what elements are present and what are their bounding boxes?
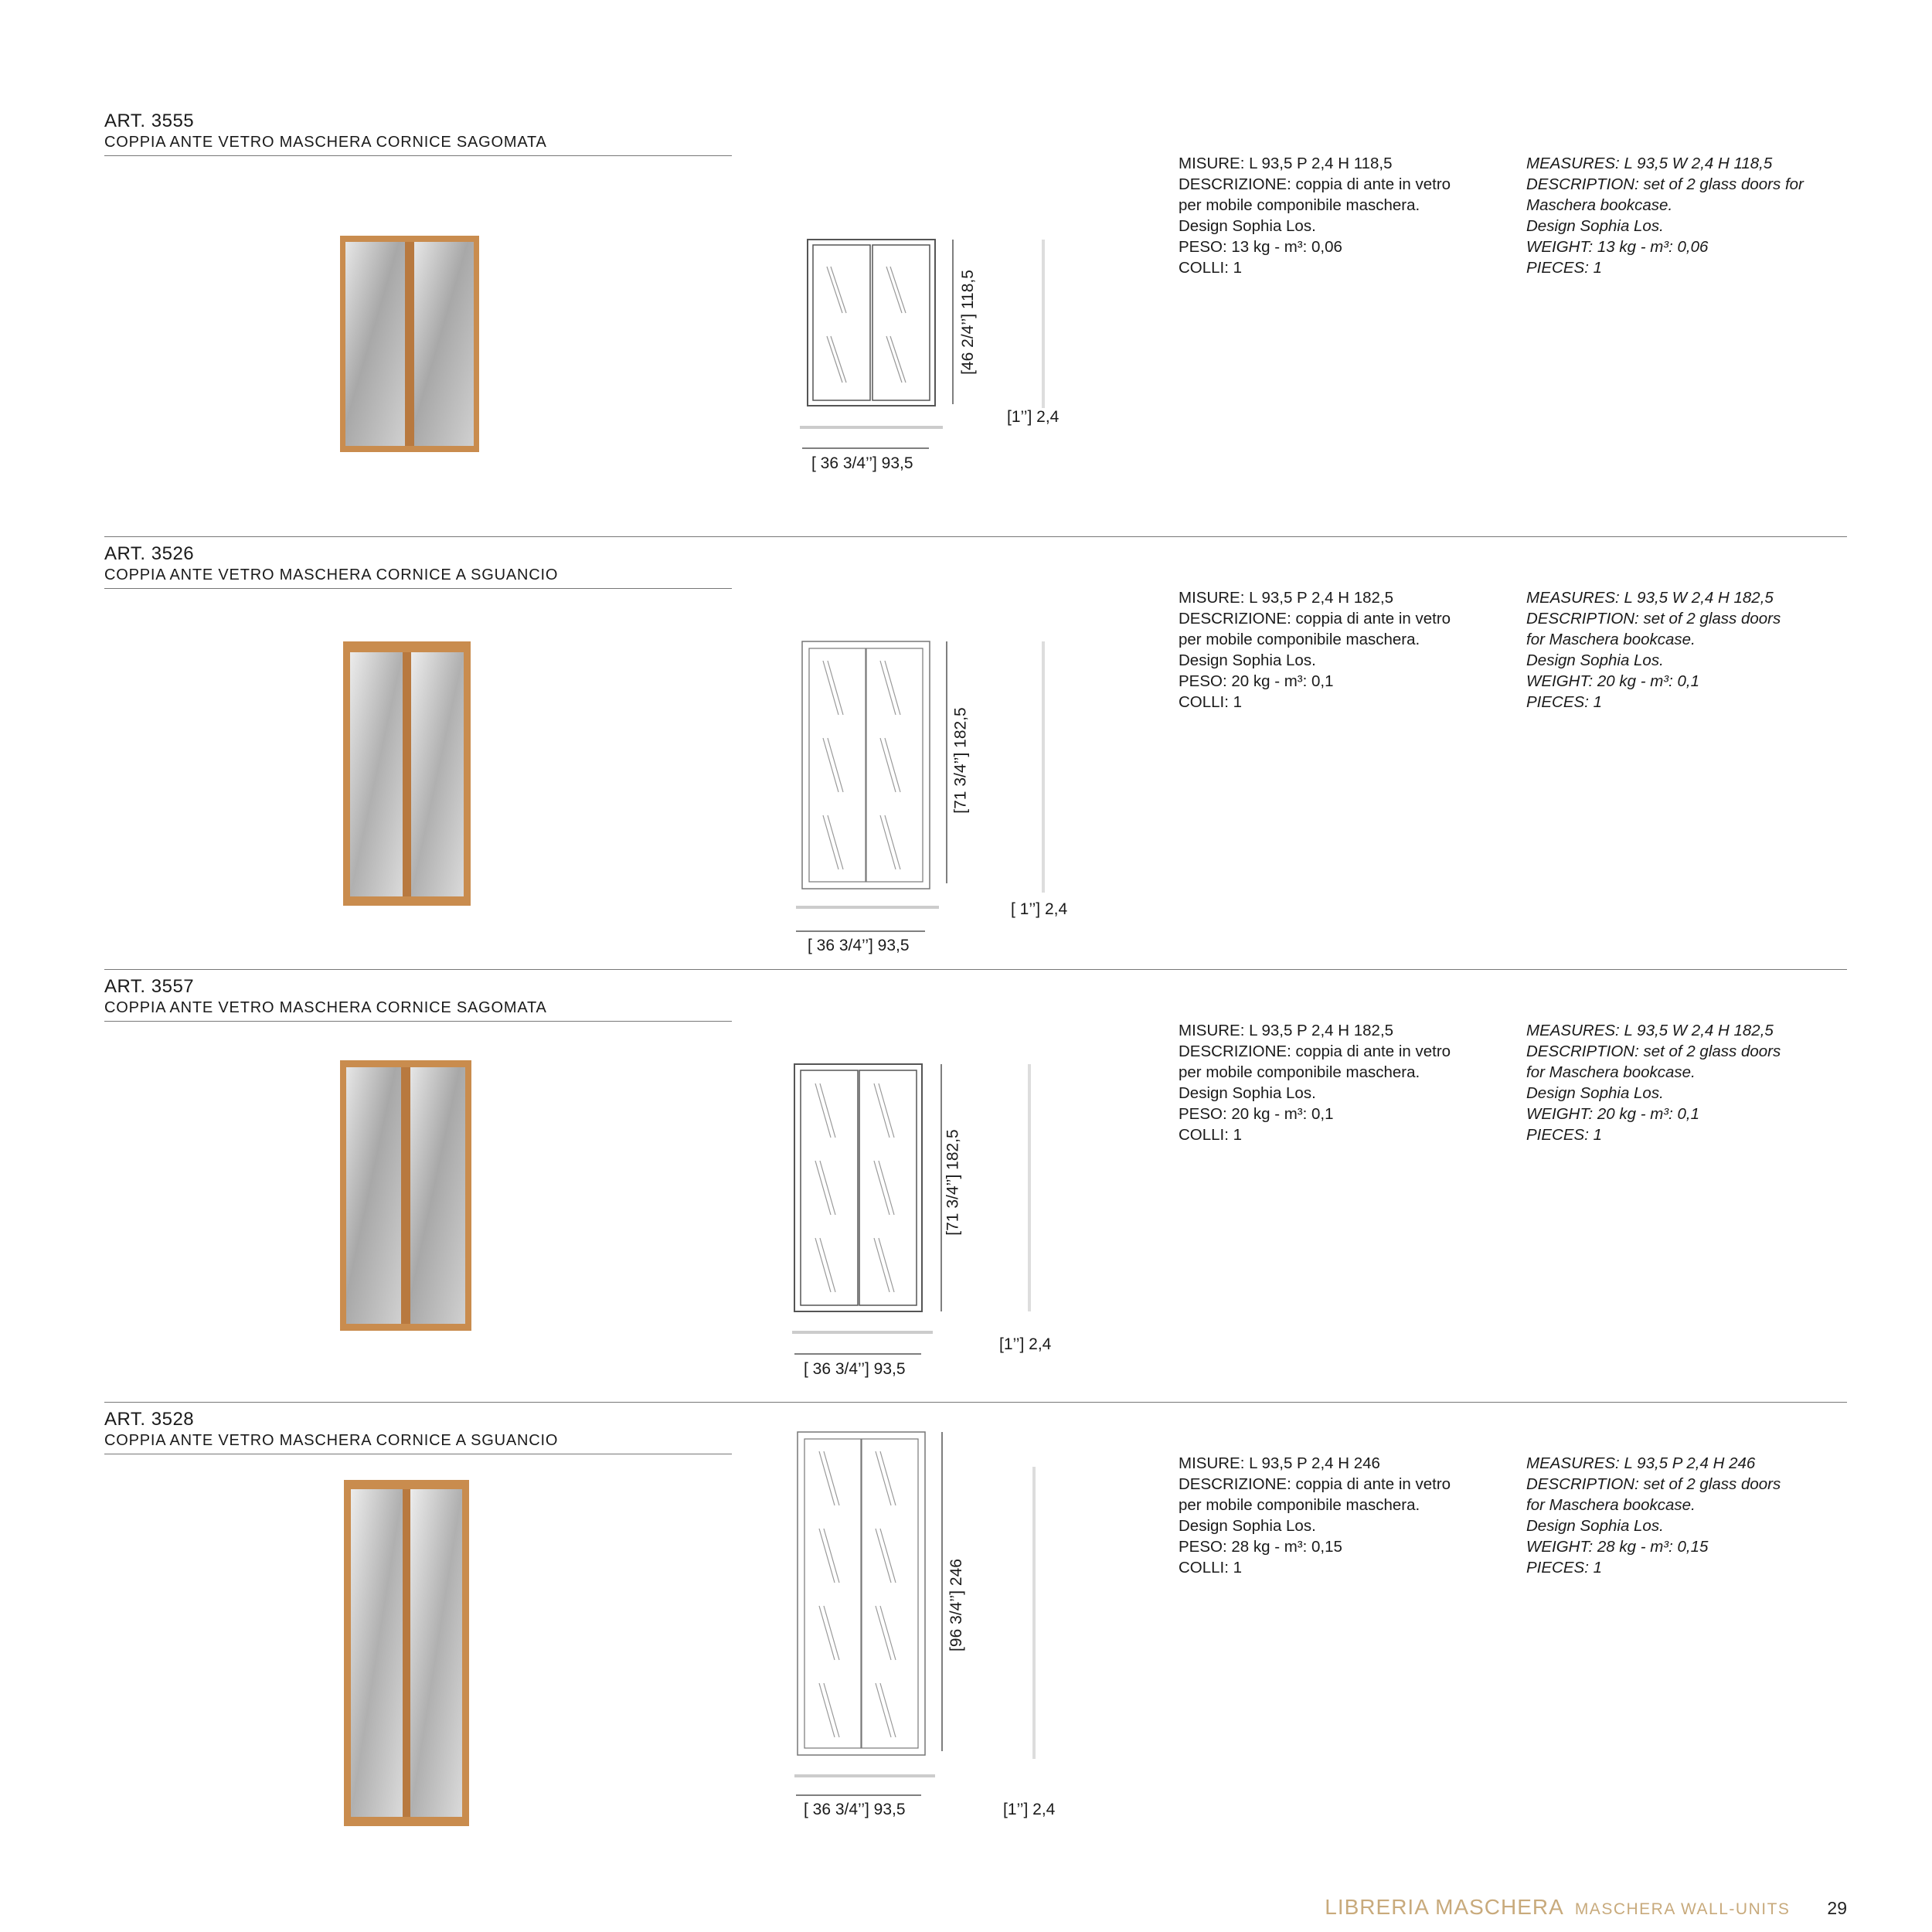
specs-italian — [1179, 587, 1451, 713]
spec-pieces: PIECES: 1 — [1526, 1559, 1602, 1577]
dimension-depth: [1’’] 2,4 — [1007, 408, 1060, 426]
door-photo — [344, 1480, 469, 1826]
spec-measures: MEASURES: L 93,5 W 2,4 H 118,5 — [1526, 155, 1773, 172]
spec-descrizione: DESCRIZIONE: coppia di ante in vetro — [1179, 1043, 1451, 1060]
spec-measures: MEASURES: L 93,5 P 2,4 H 246 — [1526, 1454, 1756, 1472]
dimension-height: [71 3/4’’] 182,5 — [951, 707, 970, 814]
spec-description: DESCRIPTION: set of 2 glass doors for — [1526, 175, 1804, 193]
spec-design: Design Sophia Los. — [1179, 1084, 1316, 1102]
spec-descrizione-cont: per mobile componibile maschera. — [1179, 1063, 1420, 1081]
spec-design: Design Sophia Los. — [1179, 1517, 1316, 1535]
spec-misure: MISURE: L 93,5 P 2,4 H 182,5 — [1179, 589, 1394, 607]
spec-peso: PESO: 28 kg - m³: 0,15 — [1179, 1538, 1342, 1556]
spec-design-en: Design Sophia Los. — [1526, 1084, 1664, 1102]
dimension-depth: [1’’] 2,4 — [1003, 1801, 1056, 1818]
spec-design: Design Sophia Los. — [1179, 651, 1316, 669]
article-underline — [104, 1021, 732, 1022]
spec-peso: PESO: 13 kg - m³: 0,06 — [1179, 238, 1342, 256]
technical-drawing — [788, 1060, 1097, 1369]
spec-weight: WEIGHT: 13 kg - m³: 0,06 — [1526, 238, 1709, 256]
spec-misure: MISURE: L 93,5 P 2,4 H 118,5 — [1179, 155, 1393, 172]
spec-misure: MISURE: L 93,5 P 2,4 H 246 — [1179, 1454, 1380, 1472]
spec-design: Design Sophia Los. — [1179, 217, 1316, 235]
specs-italian — [1179, 1453, 1451, 1578]
door-photo — [343, 641, 471, 906]
technical-drawing — [788, 1428, 1097, 1815]
spec-pieces: PIECES: 1 — [1526, 693, 1602, 711]
article-subtitle: COPPIA ANTE VETRO MASCHERA CORNICE SAGOMATA — [104, 134, 547, 151]
article-underline — [104, 588, 732, 589]
specs-english — [1526, 587, 1781, 713]
spec-descrizione: DESCRIZIONE: coppia di ante in vetro — [1179, 610, 1451, 628]
article-title: ART. 3526 — [104, 543, 195, 564]
article-underline — [104, 155, 732, 156]
spec-colli: COLLI: 1 — [1179, 1559, 1243, 1577]
spec-peso: PESO: 20 kg - m³: 0,1 — [1179, 672, 1334, 690]
spec-description: DESCRIPTION: set of 2 glass doors — [1526, 1043, 1781, 1060]
spec-weight: WEIGHT: 28 kg - m³: 0,15 — [1526, 1538, 1709, 1556]
spec-pieces: PIECES: 1 — [1526, 259, 1602, 277]
spec-colli: COLLI: 1 — [1179, 1126, 1243, 1144]
door-photo — [340, 236, 479, 452]
spec-peso: PESO: 20 kg - m³: 0,1 — [1179, 1105, 1334, 1123]
dimension-height: [71 3/4’’] 182,5 — [944, 1129, 962, 1236]
dimension-height: [96 3/4’’] 246 — [947, 1559, 965, 1651]
spec-design-en: Design Sophia Los. — [1526, 217, 1664, 235]
spec-descrizione-cont: per mobile componibile maschera. — [1179, 1496, 1420, 1514]
spec-descrizione: DESCRIZIONE: coppia di ante in vetro — [1179, 175, 1451, 193]
spec-measures: MEASURES: L 93,5 W 2,4 H 182,5 — [1526, 1022, 1774, 1039]
spec-colli: COLLI: 1 — [1179, 693, 1243, 711]
dimension-height: [46 2/4’’] 118,5 — [958, 270, 977, 375]
article-subtitle: COPPIA ANTE VETRO MASCHERA CORNICE SAGOMATA — [104, 999, 547, 1016]
spec-pieces: PIECES: 1 — [1526, 1126, 1602, 1144]
dimension-width: [ 36 3/4’’] 93,5 — [804, 1360, 906, 1378]
article-title: ART. 3557 — [104, 976, 195, 997]
spec-misure: MISURE: L 93,5 P 2,4 H 182,5 — [1179, 1022, 1394, 1039]
specs-english — [1526, 153, 1804, 278]
spec-description-cont: for Maschera bookcase. — [1526, 1063, 1696, 1081]
page-number: 29 — [1827, 1898, 1847, 1918]
footer-brand: LIBRERIA MASCHERA — [1325, 1895, 1564, 1919]
spec-weight: WEIGHT: 20 kg - m³: 0,1 — [1526, 1105, 1700, 1123]
spec-weight: WEIGHT: 20 kg - m³: 0,1 — [1526, 672, 1700, 690]
dimension-width: [ 36 3/4’’] 93,5 — [804, 1801, 906, 1818]
article-subtitle: COPPIA ANTE VETRO MASCHERA CORNICE A SGUANCIO — [104, 566, 559, 583]
spec-description-cont: Maschera bookcase. — [1526, 196, 1673, 214]
specs-italian — [1179, 153, 1451, 278]
footer-brand-sub: MASCHERA WALL-UNITS — [1574, 1900, 1791, 1918]
section-divider — [104, 1402, 1847, 1403]
spec-description-cont: for Maschera bookcase. — [1526, 631, 1696, 648]
spec-measures: MEASURES: L 93,5 W 2,4 H 182,5 — [1526, 589, 1774, 607]
door-photo — [340, 1060, 471, 1331]
dimension-width: [ 36 3/4’’] 93,5 — [811, 454, 913, 472]
spec-design-en: Design Sophia Los. — [1526, 1517, 1664, 1535]
technical-drawing — [796, 236, 1105, 468]
dimension-width: [ 36 3/4’’] 93,5 — [808, 937, 910, 954]
article-title: ART. 3555 — [104, 111, 195, 131]
spec-description: DESCRIPTION: set of 2 glass doors — [1526, 610, 1781, 628]
page-footer — [1325, 1895, 1847, 1920]
spec-descrizione-cont: per mobile componibile maschera. — [1179, 631, 1420, 648]
dimension-depth: [ 1’’] 2,4 — [1011, 900, 1068, 918]
specs-english — [1526, 1453, 1781, 1578]
article-subtitle: COPPIA ANTE VETRO MASCHERA CORNICE A SGUANCIO — [104, 1432, 559, 1449]
spec-description: DESCRIPTION: set of 2 glass doors — [1526, 1475, 1781, 1493]
spec-descrizione-cont: per mobile componibile maschera. — [1179, 196, 1420, 214]
specs-english — [1526, 1020, 1781, 1145]
dimension-depth: [1’’] 2,4 — [999, 1335, 1052, 1353]
spec-colli: COLLI: 1 — [1179, 259, 1243, 277]
specs-italian — [1179, 1020, 1451, 1145]
article-title: ART. 3528 — [104, 1409, 195, 1430]
section-divider — [104, 536, 1847, 537]
spec-descrizione: DESCRIZIONE: coppia di ante in vetro — [1179, 1475, 1451, 1493]
spec-description-cont: for Maschera bookcase. — [1526, 1496, 1696, 1514]
section-divider — [104, 969, 1847, 970]
spec-design-en: Design Sophia Los. — [1526, 651, 1664, 669]
